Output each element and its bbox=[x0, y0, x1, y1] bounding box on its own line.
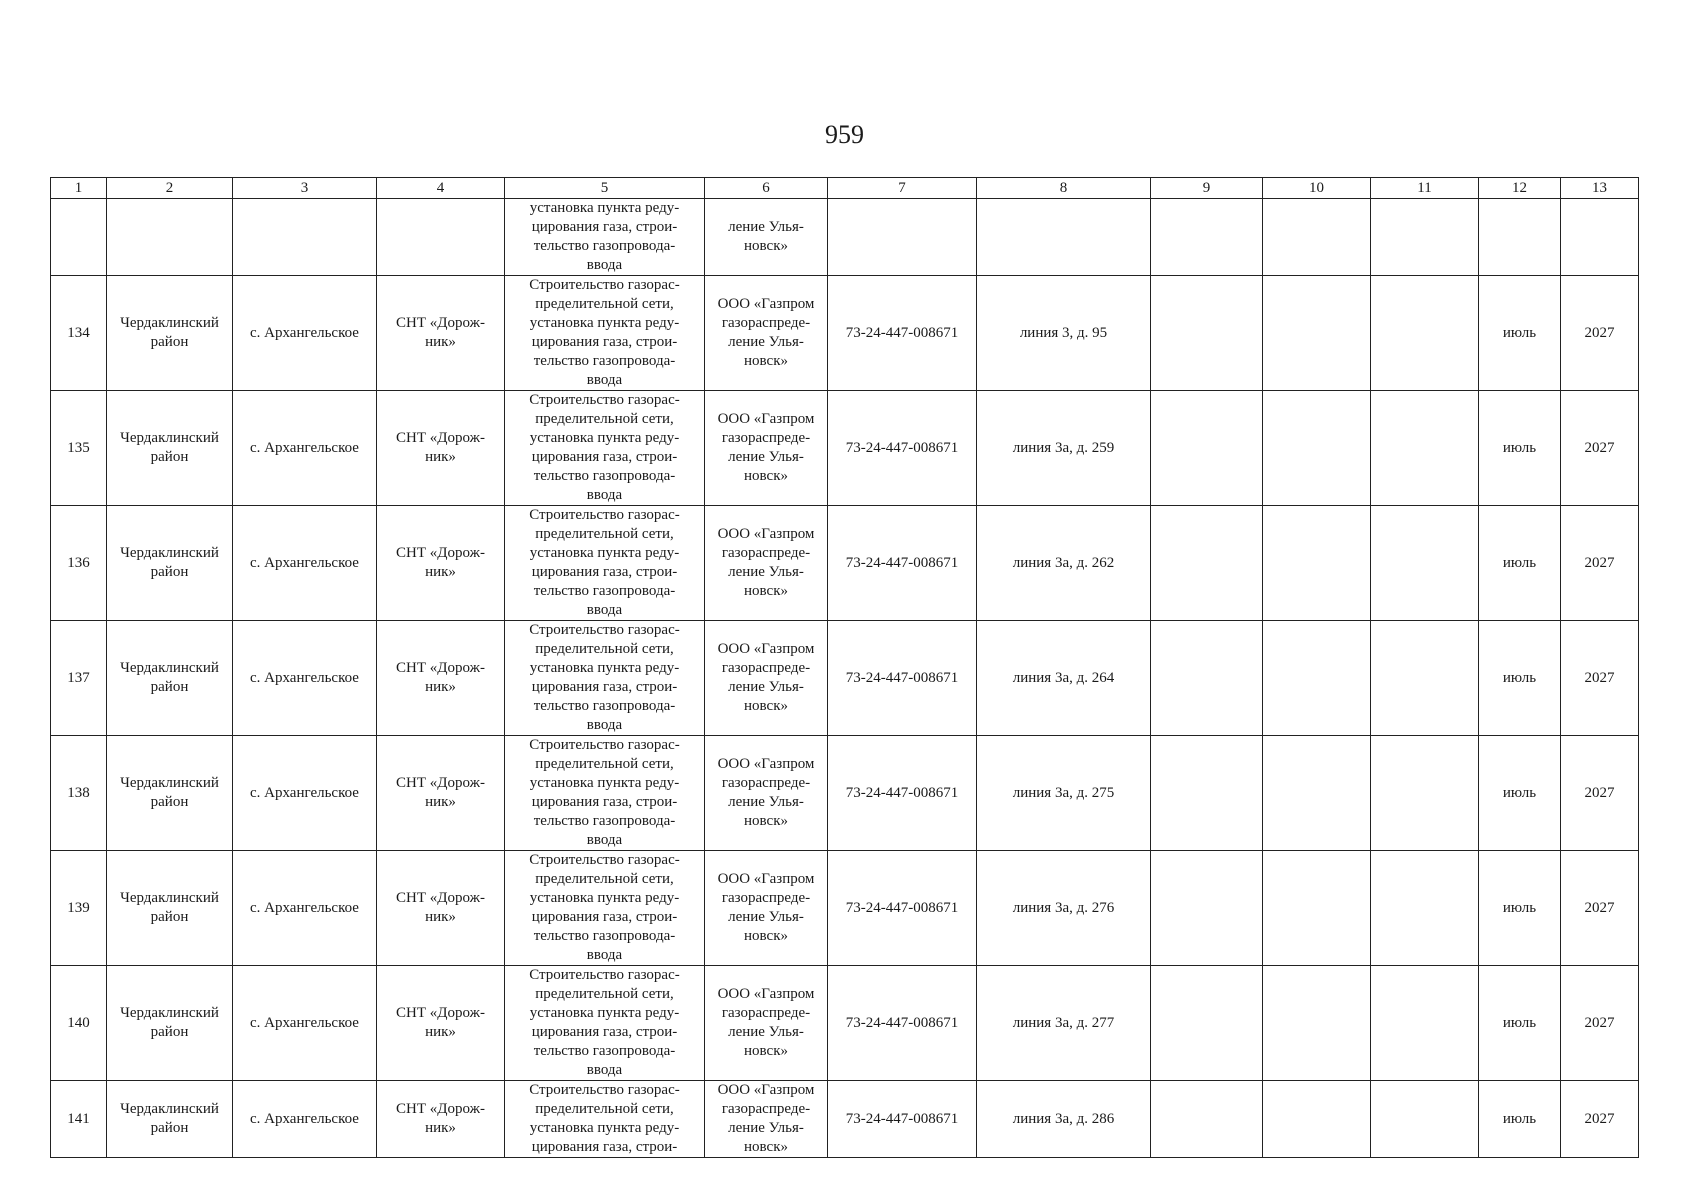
month-cell: июль bbox=[1479, 966, 1561, 1081]
work-line: тельство газопровода- bbox=[533, 353, 676, 369]
empty-cell bbox=[977, 199, 1151, 276]
org-line: ление Улья- bbox=[728, 1024, 804, 1040]
org-line: ление Улья- bbox=[728, 794, 804, 810]
org-line: новск» bbox=[744, 583, 788, 599]
column-number: 10 bbox=[1263, 178, 1371, 199]
address-cell: линия 3а, д. 262 bbox=[977, 506, 1151, 621]
work-line: ввода bbox=[586, 832, 623, 848]
empty-cell bbox=[1479, 199, 1561, 276]
address-cell: линия 3а, д. 275 bbox=[977, 736, 1151, 851]
work-line: Строительство газорас- bbox=[529, 737, 680, 753]
district-cell: Чердаклинский район bbox=[107, 1081, 233, 1158]
work-line: цирования газа, строи- bbox=[531, 794, 678, 810]
org-line: новск» bbox=[744, 698, 788, 714]
work-line: цирования газа, строи- bbox=[531, 909, 678, 925]
continued-row bbox=[51, 199, 1639, 276]
empty-cell bbox=[1151, 966, 1263, 1081]
work-line: установка пункта реду- bbox=[529, 890, 680, 906]
work-line: тельство газопровода- bbox=[533, 1043, 676, 1059]
work-line: тельство газопровода- bbox=[533, 928, 676, 944]
org-line: газораспреде- bbox=[721, 890, 811, 906]
column-number: 8 bbox=[977, 178, 1151, 199]
org-line: ООО «Газпром bbox=[717, 641, 815, 657]
row-number: 135 bbox=[51, 391, 107, 506]
settlement-cell: с. Архангельское bbox=[233, 391, 377, 506]
work-description-cell bbox=[505, 199, 705, 276]
column-number: 13 bbox=[1561, 178, 1639, 199]
work-line: пределительной сети, bbox=[535, 871, 674, 887]
work-line: ввода bbox=[586, 257, 623, 273]
district-cell: Чердаклинский район bbox=[107, 506, 233, 621]
year-cell: 2027 bbox=[1561, 621, 1639, 736]
empty-cell bbox=[1151, 621, 1263, 736]
empty-cell bbox=[1263, 506, 1371, 621]
work-line: установка пункта реду- bbox=[529, 1120, 680, 1136]
empty-cell bbox=[107, 199, 233, 276]
work-description-cell bbox=[505, 391, 705, 506]
work-description-cell bbox=[505, 966, 705, 1081]
organization-cell bbox=[705, 391, 828, 506]
empty-cell bbox=[1263, 1081, 1371, 1158]
org-line: ООО «Газпром bbox=[717, 1082, 815, 1098]
org-line: газораспреде- bbox=[721, 1101, 811, 1117]
column-number: 12 bbox=[1479, 178, 1561, 199]
work-line: ввода bbox=[586, 1062, 623, 1078]
org-line: ООО «Газпром bbox=[717, 986, 815, 1002]
work-line: Строительство газорас- bbox=[529, 967, 680, 983]
object-cell: СНТ «Дорож-ник» bbox=[377, 276, 505, 391]
work-line: тельство газопровода- bbox=[533, 468, 676, 484]
work-description-cell bbox=[505, 506, 705, 621]
object-cell: СНТ «Дорож-ник» bbox=[377, 851, 505, 966]
organization-cell bbox=[705, 506, 828, 621]
address-cell: линия 3а, д. 276 bbox=[977, 851, 1151, 966]
column-number-row bbox=[51, 178, 1639, 199]
column-number: 6 bbox=[705, 178, 828, 199]
settlement-cell: с. Архангельское bbox=[233, 621, 377, 736]
org-line: газораспреде- bbox=[721, 775, 811, 791]
work-line: Строительство газорас- bbox=[529, 1082, 680, 1098]
empty-cell bbox=[1151, 199, 1263, 276]
registry-number-cell: 73-24-447-008671 bbox=[828, 851, 977, 966]
work-line: установка пункта реду- bbox=[529, 200, 680, 216]
work-line: Строительство газорас- bbox=[529, 622, 680, 638]
organization-cell bbox=[705, 966, 828, 1081]
row-number: 141 bbox=[51, 1081, 107, 1158]
table-row bbox=[51, 621, 1639, 736]
address-cell: линия 3а, д. 277 bbox=[977, 966, 1151, 1081]
org-line: газораспреде- bbox=[721, 1005, 811, 1021]
work-line: Строительство газорас- bbox=[529, 507, 680, 523]
organization-cell bbox=[705, 1081, 828, 1158]
work-line: цирования газа, строи- bbox=[531, 564, 678, 580]
registry-number-cell: 73-24-447-008671 bbox=[828, 736, 977, 851]
page-number: 959 bbox=[825, 120, 864, 149]
registry-number-cell: 73-24-447-008671 bbox=[828, 621, 977, 736]
settlement-cell: с. Архангельское bbox=[233, 276, 377, 391]
work-line: пределительной сети, bbox=[535, 411, 674, 427]
address-cell: линия 3а, д. 286 bbox=[977, 1081, 1151, 1158]
column-number: 2 bbox=[107, 178, 233, 199]
month-cell: июль bbox=[1479, 736, 1561, 851]
year-cell: 2027 bbox=[1561, 276, 1639, 391]
table-row bbox=[51, 966, 1639, 1081]
row-number: 138 bbox=[51, 736, 107, 851]
settlement-cell: с. Архангельское bbox=[233, 966, 377, 1081]
column-number: 7 bbox=[828, 178, 977, 199]
work-line: установка пункта реду- bbox=[529, 545, 680, 561]
address-cell: линия 3а, д. 259 bbox=[977, 391, 1151, 506]
work-line: установка пункта реду- bbox=[529, 1005, 680, 1021]
month-cell: июль bbox=[1479, 1081, 1561, 1158]
org-line: газораспреде- bbox=[721, 430, 811, 446]
empty-cell bbox=[1371, 621, 1479, 736]
empty-cell bbox=[1371, 276, 1479, 391]
registry-number-cell: 73-24-447-008671 bbox=[828, 276, 977, 391]
org-line: новск» bbox=[744, 928, 788, 944]
empty-cell bbox=[1151, 736, 1263, 851]
table-row bbox=[51, 851, 1639, 966]
column-number: 5 bbox=[505, 178, 705, 199]
month-cell: июль bbox=[1479, 851, 1561, 966]
settlement-cell: с. Архангельское bbox=[233, 851, 377, 966]
registry-number-cell: 73-24-447-008671 bbox=[828, 506, 977, 621]
table-row bbox=[51, 391, 1639, 506]
empty-cell bbox=[1151, 276, 1263, 391]
row-number: 140 bbox=[51, 966, 107, 1081]
organization-cell bbox=[705, 621, 828, 736]
registry-number-cell: 73-24-447-008671 bbox=[828, 966, 977, 1081]
org-line: ление Улья- bbox=[728, 1120, 804, 1136]
work-line: ввода bbox=[586, 602, 623, 618]
district-cell: Чердаклинский район bbox=[107, 851, 233, 966]
work-line: цирования газа, строи- bbox=[531, 1024, 678, 1040]
empty-cell bbox=[51, 199, 107, 276]
registry-number-cell: 73-24-447-008671 bbox=[828, 391, 977, 506]
empty-cell bbox=[1263, 966, 1371, 1081]
settlement-cell: с. Архангельское bbox=[233, 736, 377, 851]
org-line: ООО «Газпром bbox=[717, 526, 815, 542]
org-line: газораспреде- bbox=[721, 545, 811, 561]
org-line: ление Улья- bbox=[728, 219, 804, 235]
org-line: ление Улья- bbox=[728, 909, 804, 925]
month-cell: июль bbox=[1479, 276, 1561, 391]
empty-cell bbox=[1263, 851, 1371, 966]
work-line: Строительство газорас- bbox=[529, 277, 680, 293]
row-number: 134 bbox=[51, 276, 107, 391]
org-line: новск» bbox=[744, 238, 788, 254]
row-number: 139 bbox=[51, 851, 107, 966]
work-line: тельство газопровода- bbox=[533, 698, 676, 714]
objects-table bbox=[50, 177, 1639, 1158]
district-cell: Чердаклинский район bbox=[107, 276, 233, 391]
org-line: новск» bbox=[744, 1043, 788, 1059]
address-cell: линия 3, д. 95 bbox=[977, 276, 1151, 391]
table-row bbox=[51, 736, 1639, 851]
organization-cell bbox=[705, 851, 828, 966]
district-cell: Чердаклинский район bbox=[107, 736, 233, 851]
empty-cell bbox=[377, 199, 505, 276]
table-row bbox=[51, 506, 1639, 621]
org-line: ление Улья- bbox=[728, 564, 804, 580]
empty-cell bbox=[233, 199, 377, 276]
org-line: ООО «Газпром bbox=[717, 871, 815, 887]
empty-cell bbox=[1151, 506, 1263, 621]
org-line: ООО «Газпром bbox=[717, 411, 815, 427]
settlement-cell: с. Архангельское bbox=[233, 1081, 377, 1158]
registry-number-cell: 73-24-447-008671 bbox=[828, 1081, 977, 1158]
column-number: 11 bbox=[1371, 178, 1479, 199]
object-cell: СНТ «Дорож-ник» bbox=[377, 1081, 505, 1158]
table-row bbox=[51, 276, 1639, 391]
org-line: ление Улья- bbox=[728, 679, 804, 695]
empty-cell bbox=[1371, 736, 1479, 851]
year-cell: 2027 bbox=[1561, 736, 1639, 851]
work-line: цирования газа, строи- bbox=[531, 219, 678, 235]
work-line: пределительной сети, bbox=[535, 641, 674, 657]
work-line: пределительной сети, bbox=[535, 1101, 674, 1117]
work-description-cell bbox=[505, 621, 705, 736]
empty-cell bbox=[1263, 199, 1371, 276]
org-line: ление Улья- bbox=[728, 449, 804, 465]
month-cell: июль bbox=[1479, 506, 1561, 621]
object-cell: СНТ «Дорож-ник» bbox=[377, 966, 505, 1081]
column-number: 3 bbox=[233, 178, 377, 199]
empty-cell bbox=[1371, 199, 1479, 276]
empty-cell bbox=[1263, 276, 1371, 391]
work-line: установка пункта реду- bbox=[529, 430, 680, 446]
work-line: пределительной сети, bbox=[535, 986, 674, 1002]
org-line: ООО «Газпром bbox=[717, 296, 815, 312]
district-cell: Чердаклинский район bbox=[107, 966, 233, 1081]
work-line: пределительной сети, bbox=[535, 756, 674, 772]
work-description-cell bbox=[505, 1081, 705, 1158]
empty-cell bbox=[1561, 199, 1639, 276]
address-cell: линия 3а, д. 264 bbox=[977, 621, 1151, 736]
org-line: газораспреде- bbox=[721, 660, 811, 676]
year-cell: 2027 bbox=[1561, 966, 1639, 1081]
org-line: новск» bbox=[744, 813, 788, 829]
year-cell: 2027 bbox=[1561, 851, 1639, 966]
work-description-cell bbox=[505, 736, 705, 851]
work-line: пределительной сети, bbox=[535, 526, 674, 542]
object-cell: СНТ «Дорож-ник» bbox=[377, 621, 505, 736]
work-line: цирования газа, строи- bbox=[531, 1139, 678, 1155]
column-number: 4 bbox=[377, 178, 505, 199]
empty-cell bbox=[1263, 391, 1371, 506]
organization-cell bbox=[705, 276, 828, 391]
empty-cell bbox=[1371, 1081, 1479, 1158]
empty-cell bbox=[1263, 621, 1371, 736]
work-line: пределительной сети, bbox=[535, 296, 674, 312]
empty-cell bbox=[1263, 736, 1371, 851]
empty-cell bbox=[1151, 1081, 1263, 1158]
org-line: новск» bbox=[744, 468, 788, 484]
district-cell: Чердаклинский район bbox=[107, 391, 233, 506]
work-line: ввода bbox=[586, 372, 623, 388]
empty-cell bbox=[828, 199, 977, 276]
org-line: ООО «Газпром bbox=[717, 756, 815, 772]
work-description-cell bbox=[505, 276, 705, 391]
year-cell: 2027 bbox=[1561, 391, 1639, 506]
column-number: 9 bbox=[1151, 178, 1263, 199]
empty-cell bbox=[1371, 391, 1479, 506]
org-line: ление Улья- bbox=[728, 334, 804, 350]
org-line: новск» bbox=[744, 1139, 788, 1155]
work-line: тельство газопровода- bbox=[533, 238, 676, 254]
empty-cell bbox=[1371, 966, 1479, 1081]
work-line: установка пункта реду- bbox=[529, 775, 680, 791]
work-line: установка пункта реду- bbox=[529, 660, 680, 676]
table-row bbox=[51, 1081, 1639, 1158]
work-line: ввода bbox=[586, 487, 623, 503]
org-line: новск» bbox=[744, 353, 788, 369]
column-number: 1 bbox=[51, 178, 107, 199]
empty-cell bbox=[1371, 851, 1479, 966]
row-number: 137 bbox=[51, 621, 107, 736]
year-cell: 2027 bbox=[1561, 506, 1639, 621]
month-cell: июль bbox=[1479, 621, 1561, 736]
work-line: установка пункта реду- bbox=[529, 315, 680, 331]
work-line: тельство газопровода- bbox=[533, 813, 676, 829]
empty-cell bbox=[1151, 851, 1263, 966]
object-cell: СНТ «Дорож-ник» bbox=[377, 736, 505, 851]
work-line: цирования газа, строи- bbox=[531, 449, 678, 465]
organization-cell bbox=[705, 736, 828, 851]
empty-cell bbox=[1151, 391, 1263, 506]
organization-cell bbox=[705, 199, 828, 276]
object-cell: СНТ «Дорож-ник» bbox=[377, 506, 505, 621]
object-cell: СНТ «Дорож-ник» bbox=[377, 391, 505, 506]
year-cell: 2027 bbox=[1561, 1081, 1639, 1158]
district-cell: Чердаклинский район bbox=[107, 621, 233, 736]
empty-cell bbox=[1371, 506, 1479, 621]
work-line: ввода bbox=[586, 947, 623, 963]
work-line: цирования газа, строи- bbox=[531, 679, 678, 695]
work-line: цирования газа, строи- bbox=[531, 334, 678, 350]
work-line: тельство газопровода- bbox=[533, 583, 676, 599]
row-number: 136 bbox=[51, 506, 107, 621]
work-line: Строительство газорас- bbox=[529, 852, 680, 868]
org-line: газораспреде- bbox=[721, 315, 811, 331]
work-description-cell bbox=[505, 851, 705, 966]
work-line: ввода bbox=[586, 717, 623, 733]
work-line: Строительство газорас- bbox=[529, 392, 680, 408]
settlement-cell: с. Архангельское bbox=[233, 506, 377, 621]
month-cell: июль bbox=[1479, 391, 1561, 506]
